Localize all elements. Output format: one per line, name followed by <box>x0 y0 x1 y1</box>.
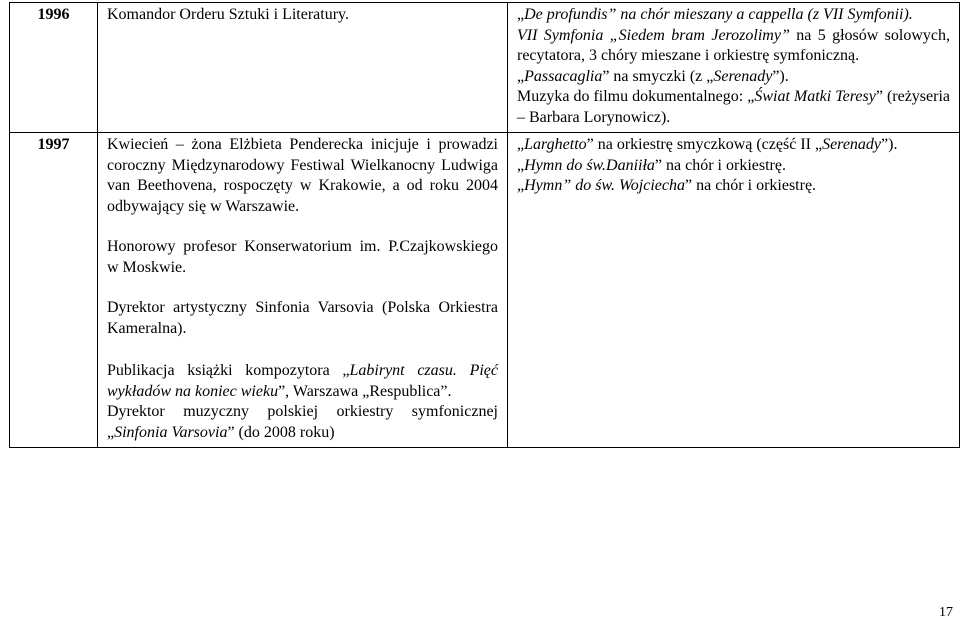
italic-title: ” do św. Wojciecha <box>562 177 685 194</box>
table-row <box>10 133 960 448</box>
text-run: ”). <box>772 67 789 85</box>
text-run: „ <box>517 156 525 174</box>
text-run: ” na chór i orkiestrę. <box>654 156 786 174</box>
text-run: ” na chór i orkiestrę. <box>685 177 817 194</box>
text-run: ” (do 2008 roku) <box>227 423 335 441</box>
event-text <box>107 402 498 443</box>
events-cell <box>98 133 508 448</box>
italic-title: Świat Matki Teresy <box>754 88 876 105</box>
chronology-table <box>9 2 960 448</box>
event-text: Honorowy profesor Konserwatorium im. P.Czajkowskiego w Moskwie. <box>107 238 498 276</box>
italic-title: Hymn do św.Daniiła <box>524 156 655 174</box>
text-run: Dyrektor muzyczny polskiej orkiestry symfonicznej „ <box>107 403 498 441</box>
text-run: „ <box>517 67 525 85</box>
year-cell: 1996 <box>10 3 98 133</box>
works-cell <box>508 133 960 448</box>
text-run: Publikacja książki kompozytora „ <box>107 362 350 379</box>
event-text <box>107 361 498 402</box>
text-run: ” na smyczki (z „ <box>602 67 714 85</box>
table-row <box>10 3 960 133</box>
text-run: ”). <box>881 136 898 153</box>
event-text: Dyrektor artystyczny Sinfonia Varsovia (Polska Orkiestra Kameralna). <box>107 299 498 337</box>
text-run: ” na orkiestrę smyczkową (część II „ <box>586 136 823 153</box>
text-run: „ <box>517 6 525 23</box>
text-run: na 5 głosów solowych, recytatora, 3 chóry mieszane i orkiestrę symfoniczną. <box>517 26 950 64</box>
text-run: ”, Warszawa „Respublica”. <box>278 382 452 400</box>
italic-title: Serenady <box>822 136 882 153</box>
work-item <box>517 67 950 88</box>
year-cell: 1997 <box>10 133 98 448</box>
work-item <box>517 26 950 67</box>
italic-title: Hymn <box>524 177 563 194</box>
italic-title: Serenady <box>713 67 773 85</box>
italic-title: De profundis <box>524 6 608 23</box>
event-text: Kwiecień – żona Elżbieta Penderecka inicjuje i prowadzi coroczny Międzynarodowy Festiwal Wielkanocny Ludwiga van Beethovena, rospoczęty w Krakowie, a od roku 2004 odbywający się w Warszawie. <box>107 136 498 215</box>
work-item <box>517 87 950 128</box>
works-cell <box>508 3 960 133</box>
work-item <box>517 176 950 197</box>
text-run: ” (reżyseria – Barbara Lorynowicz). <box>517 88 951 126</box>
work-item <box>517 5 950 26</box>
text-run: „ <box>517 177 525 194</box>
events-cell <box>98 3 508 133</box>
event-text: Komandor Orderu Sztuki i Literatury. <box>107 6 350 23</box>
page-number: 17 <box>939 605 953 620</box>
text-run: Muzyka do filmu dokumentalnego: „ <box>517 88 755 105</box>
italic-title: Larghetto <box>524 136 587 153</box>
italic-title: Sinfonia Varsovia <box>114 423 228 441</box>
italic-title: Passacaglia <box>524 67 603 85</box>
italic-title: VII Symfonia <box>517 26 610 44</box>
work-item <box>517 135 950 156</box>
italic-title: Labirynt czasu. Pięć wykładów na koniec wieku <box>107 362 498 400</box>
work-item <box>517 156 950 177</box>
italic-title: „Siedem bram Jerozolimy” <box>609 26 790 44</box>
italic-title: ” na chór mieszany a cappella (z VII Symfonii). <box>607 6 913 23</box>
text-run: „ <box>517 136 525 153</box>
